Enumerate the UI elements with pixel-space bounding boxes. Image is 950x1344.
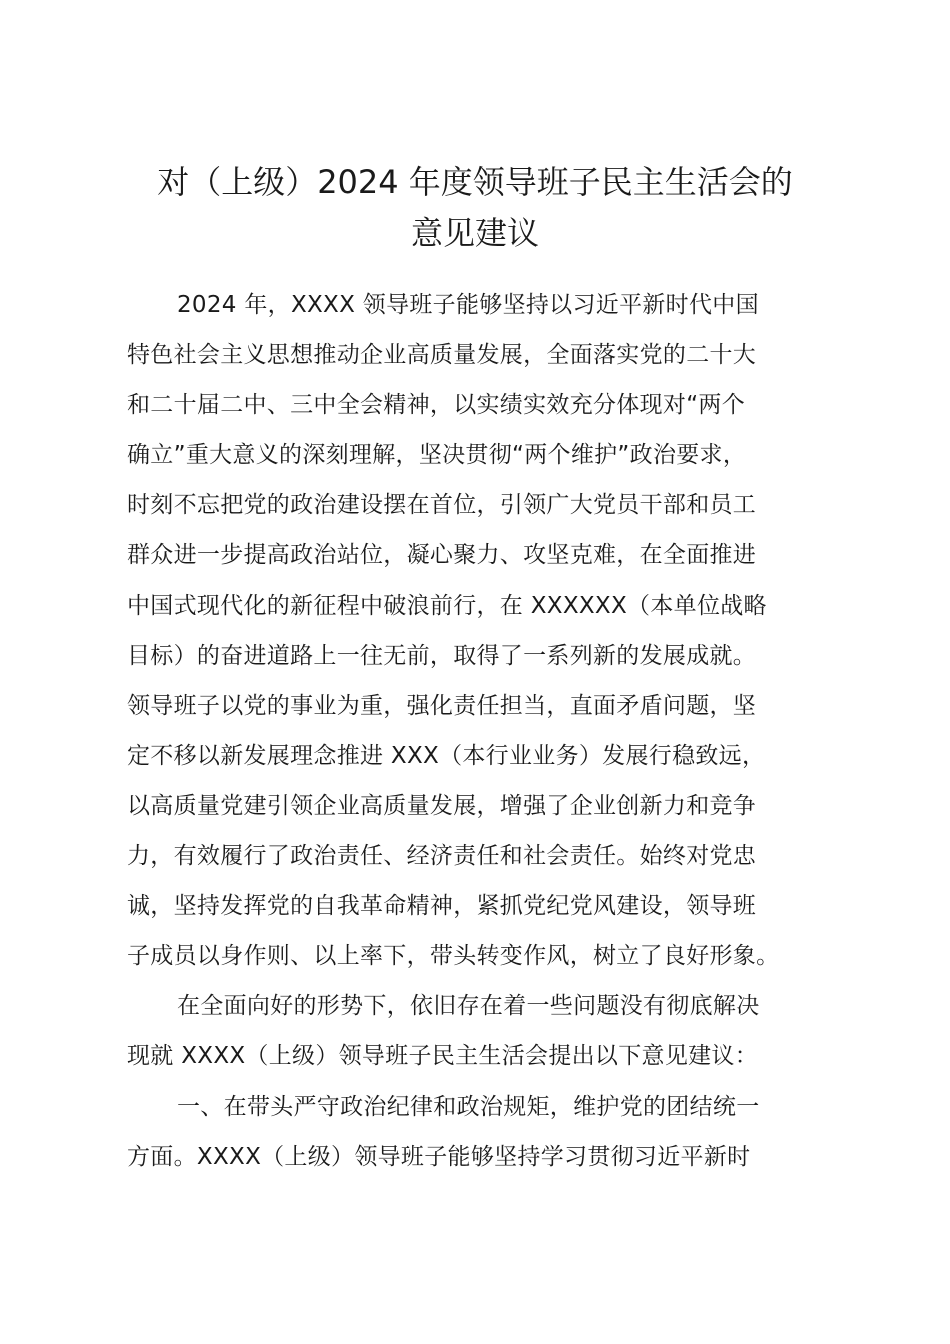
document-body (127, 283, 857, 1185)
body-line: 2024 年，XXXX 领导班子能够坚持以习近平新时代中国 (177, 292, 759, 318)
body-line: 时刻不忘把党的政治建设摆在首位，引领广大党员干部和员工 (127, 492, 757, 519)
body-line: 和二十届二中、三中全会精神，以实绩实效充分体现对“两个 (127, 392, 746, 419)
body-line: 方面。XXXX（上级）领导班子能够坚持学习贯彻习近平新时 (127, 1143, 751, 1170)
body-line: 领导班子以党的事业为重，强化责任担当，直面矛盾问题，坚 (127, 692, 757, 719)
body-line: 特色社会主义思想推动企业高质量发展，全面落实党的二十大 (127, 342, 757, 369)
body-line: 目标）的奋进道路上一往无前，取得了一系列新的发展成就。 (127, 642, 757, 669)
document-title-line-2: 意见建议 (410, 214, 539, 252)
body-line: 力，有效履行了政治责任、经济责任和社会责任。始终对党忠 (127, 843, 757, 870)
body-line: 子成员以身作则、以上率下，带头转变作风，树立了良好形象。 (127, 943, 780, 970)
body-line: 现就 XXXX（上级）领导班子民主生活会提出以下意见建议： (127, 1043, 759, 1070)
body-line: 定不移以新发展理念推进 XXX（本行业业务）发展行稳致远， (127, 742, 766, 769)
body-line: 群众进一步提高政治站位，凝心聚力、攻坚克难，在全面推进 (127, 542, 757, 569)
body-line: 诚，坚持发挥党的自我革命精神，紧抓党纪党风建设，领导班 (127, 893, 757, 920)
body-line: 以高质量党建引领企业高质量发展，增强了企业创新力和竞争 (127, 792, 757, 819)
body-line: 确立”重大意义的深刻理解，坚决贯彻“两个维护”政治要求， (127, 442, 747, 469)
document-title-line-1: 对（上级）2024 年度领导班子民主生活会的 (157, 163, 793, 201)
body-line: 中国式现代化的新征程中破浪前行，在 XXXXXX（本单位战略 (127, 592, 767, 619)
body-line: 在全面向好的形势下，依旧存在着一些问题没有彻底解决 (177, 993, 760, 1020)
body-line: 一、在带头严守政治纪律和政治规矩，维护党的团结统一 (177, 1093, 760, 1120)
